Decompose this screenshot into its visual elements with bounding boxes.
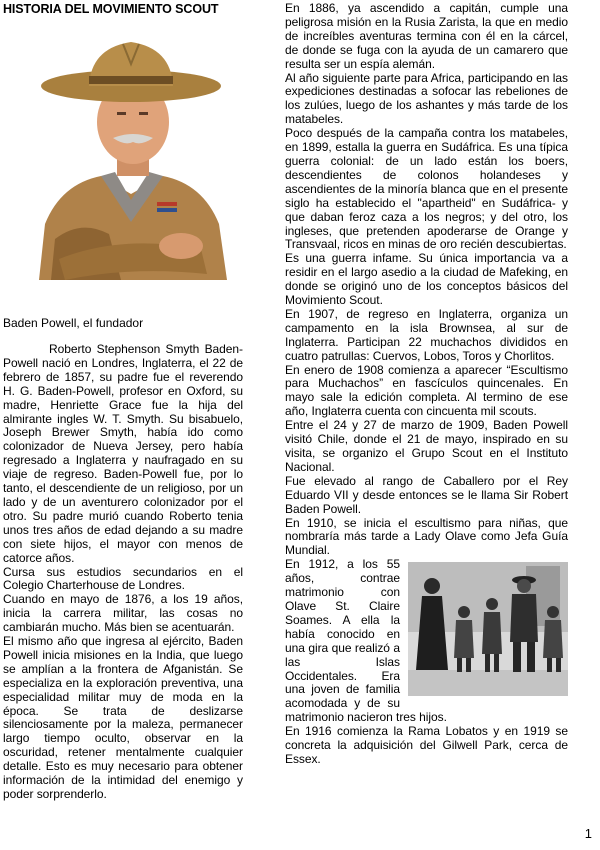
family-photo	[408, 562, 568, 696]
baden-powell-portrait	[31, 34, 231, 280]
paragraph: En 1916 comienza la Rama Lobatos y en 1919 se concreta la adquisición del Gilwell Park, cerca de Essex.	[285, 724, 568, 766]
paragraph: Al año siguiente parte para Africa, participando en las expediciones destinadas a sofocar las rebeliones de los zulúes, luego de los ashantes y más tarde de los matabeles.	[285, 70, 568, 127]
paragraph: Es una guerra infame. Su única importancia va a residir en el largo asedio a la ciudad de Mafeking, en donde se originó uno de los conceptos básicos del Movimiento Scout.	[285, 251, 568, 308]
right-column	[285, 2, 568, 767]
paragraph: Roberto Stephenson Smyth Baden-Powell nació en Londres, Inglaterra, el 22 de febrero de 1857, su padre fue el reverendo H. G. Baden-Powell, profesor en Oxford, su madre, Henriette Grace fue la hija del almirante ingles W. T. Smyth. Su bisabuelo, Joseph Brewer Smyth, había ido como colonizador de Nueva Jersey, pero había regresado a Inglaterra y naufragado en su viaje de regreso. Baden-Powell fue, por lo tanto, el descendiente de un religioso, por un lado y de un aventurero colonizador por el otro. Su padre murió cuando Roberto tenia unos tres años de edad dejando a su madre con siete hijos, el mayor con menos de catorce años.	[3, 342, 243, 565]
document-title: HISTORIA DEL MOVIMIENTO SCOUT	[3, 2, 219, 16]
paragraph: Entre el 24 y 27 de marzo de 1909, Baden Powell visitó Chile, donde el 21 de mayo, inspirado en su visita, se organizo el Grupo Scout en el Instituto Nacional.	[285, 418, 568, 474]
page-number: 1	[584, 826, 592, 841]
paragraph: En 1910, se inicia el escultismo para niñas, que nombraría más tarde a Lady Olave como Jefa Guía Mundial.	[285, 515, 568, 558]
paragraph: Cursa sus estudios secundarios en el Colegio Charterhouse de Londres.	[3, 564, 243, 593]
paragraph: Cuando en mayo de 1876, a los 19 años, inicia la carrera militar, las cosas no cambiarán mucho. Más bien se acentuarán.	[3, 592, 243, 635]
paragraph: Poco después de la campaña contra los matabeles, en 1899, estalla la guerra en Sudáfrica. Es una típica guerra colonial: de un lado están los boers, descendientes de colonos holandeses y ascendientes de la minoría blanca que en el presente siglo ha establecido el "apartheid" en Sudáfrica- y que daban feroz caza a los negros; y del otro, los ingleses, que pretenden apoderarse de Orange y Transvaal, ricos en minas de oro recién descubiertas.	[285, 126, 568, 252]
paragraph: En 1907, de regreso en Inglaterra, organiza un campamento en la isla Brownsea, al sur de Inglaterra. Participan 22 muchachos divididos en cuatro patrullas: Cuervos, Lobos, Toros y Chorlitos.	[285, 306, 568, 363]
paragraph: Fue elevado al rango de Caballero por el Rey Eduardo VII y desde entonces se le llama Sir Robert Baden Powell.	[285, 473, 568, 516]
paragraph: El mismo año que ingresa al ejército, Baden Powell inicia misiones en la India, que luego se amplían a la frontera de Afganistán. Se especializa en la exploración preventiva, una especialidad militar muy de moda en la época. Se trata de deslizarse silenciosamente por la maleza, permanecer largo tiempo oculto, observar en la oscuridad, retener mentalmente cualquier detalle. Esto es muy necesario para obtener información de la intimidad del enemigo y poder sorprenderlo.	[3, 634, 243, 801]
portrait-caption: Baden Powell, el fundador	[3, 316, 144, 330]
left-column	[3, 2, 243, 802]
paragraph: En 1912, a los 55 años, contrae matrimonio con Olave St. Claire Soames. A ella la había conocido en una gira que realizó a las Islas Occidentales. Era una joven de familia acomodada y de su matrimonio nacieron tres hijos.	[285, 557, 447, 725]
paragraph: En 1886, ya ascendido a capitán, cumple una peligrosa misión en la Rusia Zarista, la que en medio de increíbles aventuras termina con él en la cárcel, de donde se fuga con la ayuda de un camarero que resulta ser un espía alemán.	[285, 1, 568, 71]
paragraph: En enero de 1908 comienza a aparecer “Escultismo para Muchachos” en fascículos quincenales. En mayo sale la edición completa. Al termino de ese año, Inglaterra cuenta con cincuenta mil scouts.	[285, 362, 568, 419]
